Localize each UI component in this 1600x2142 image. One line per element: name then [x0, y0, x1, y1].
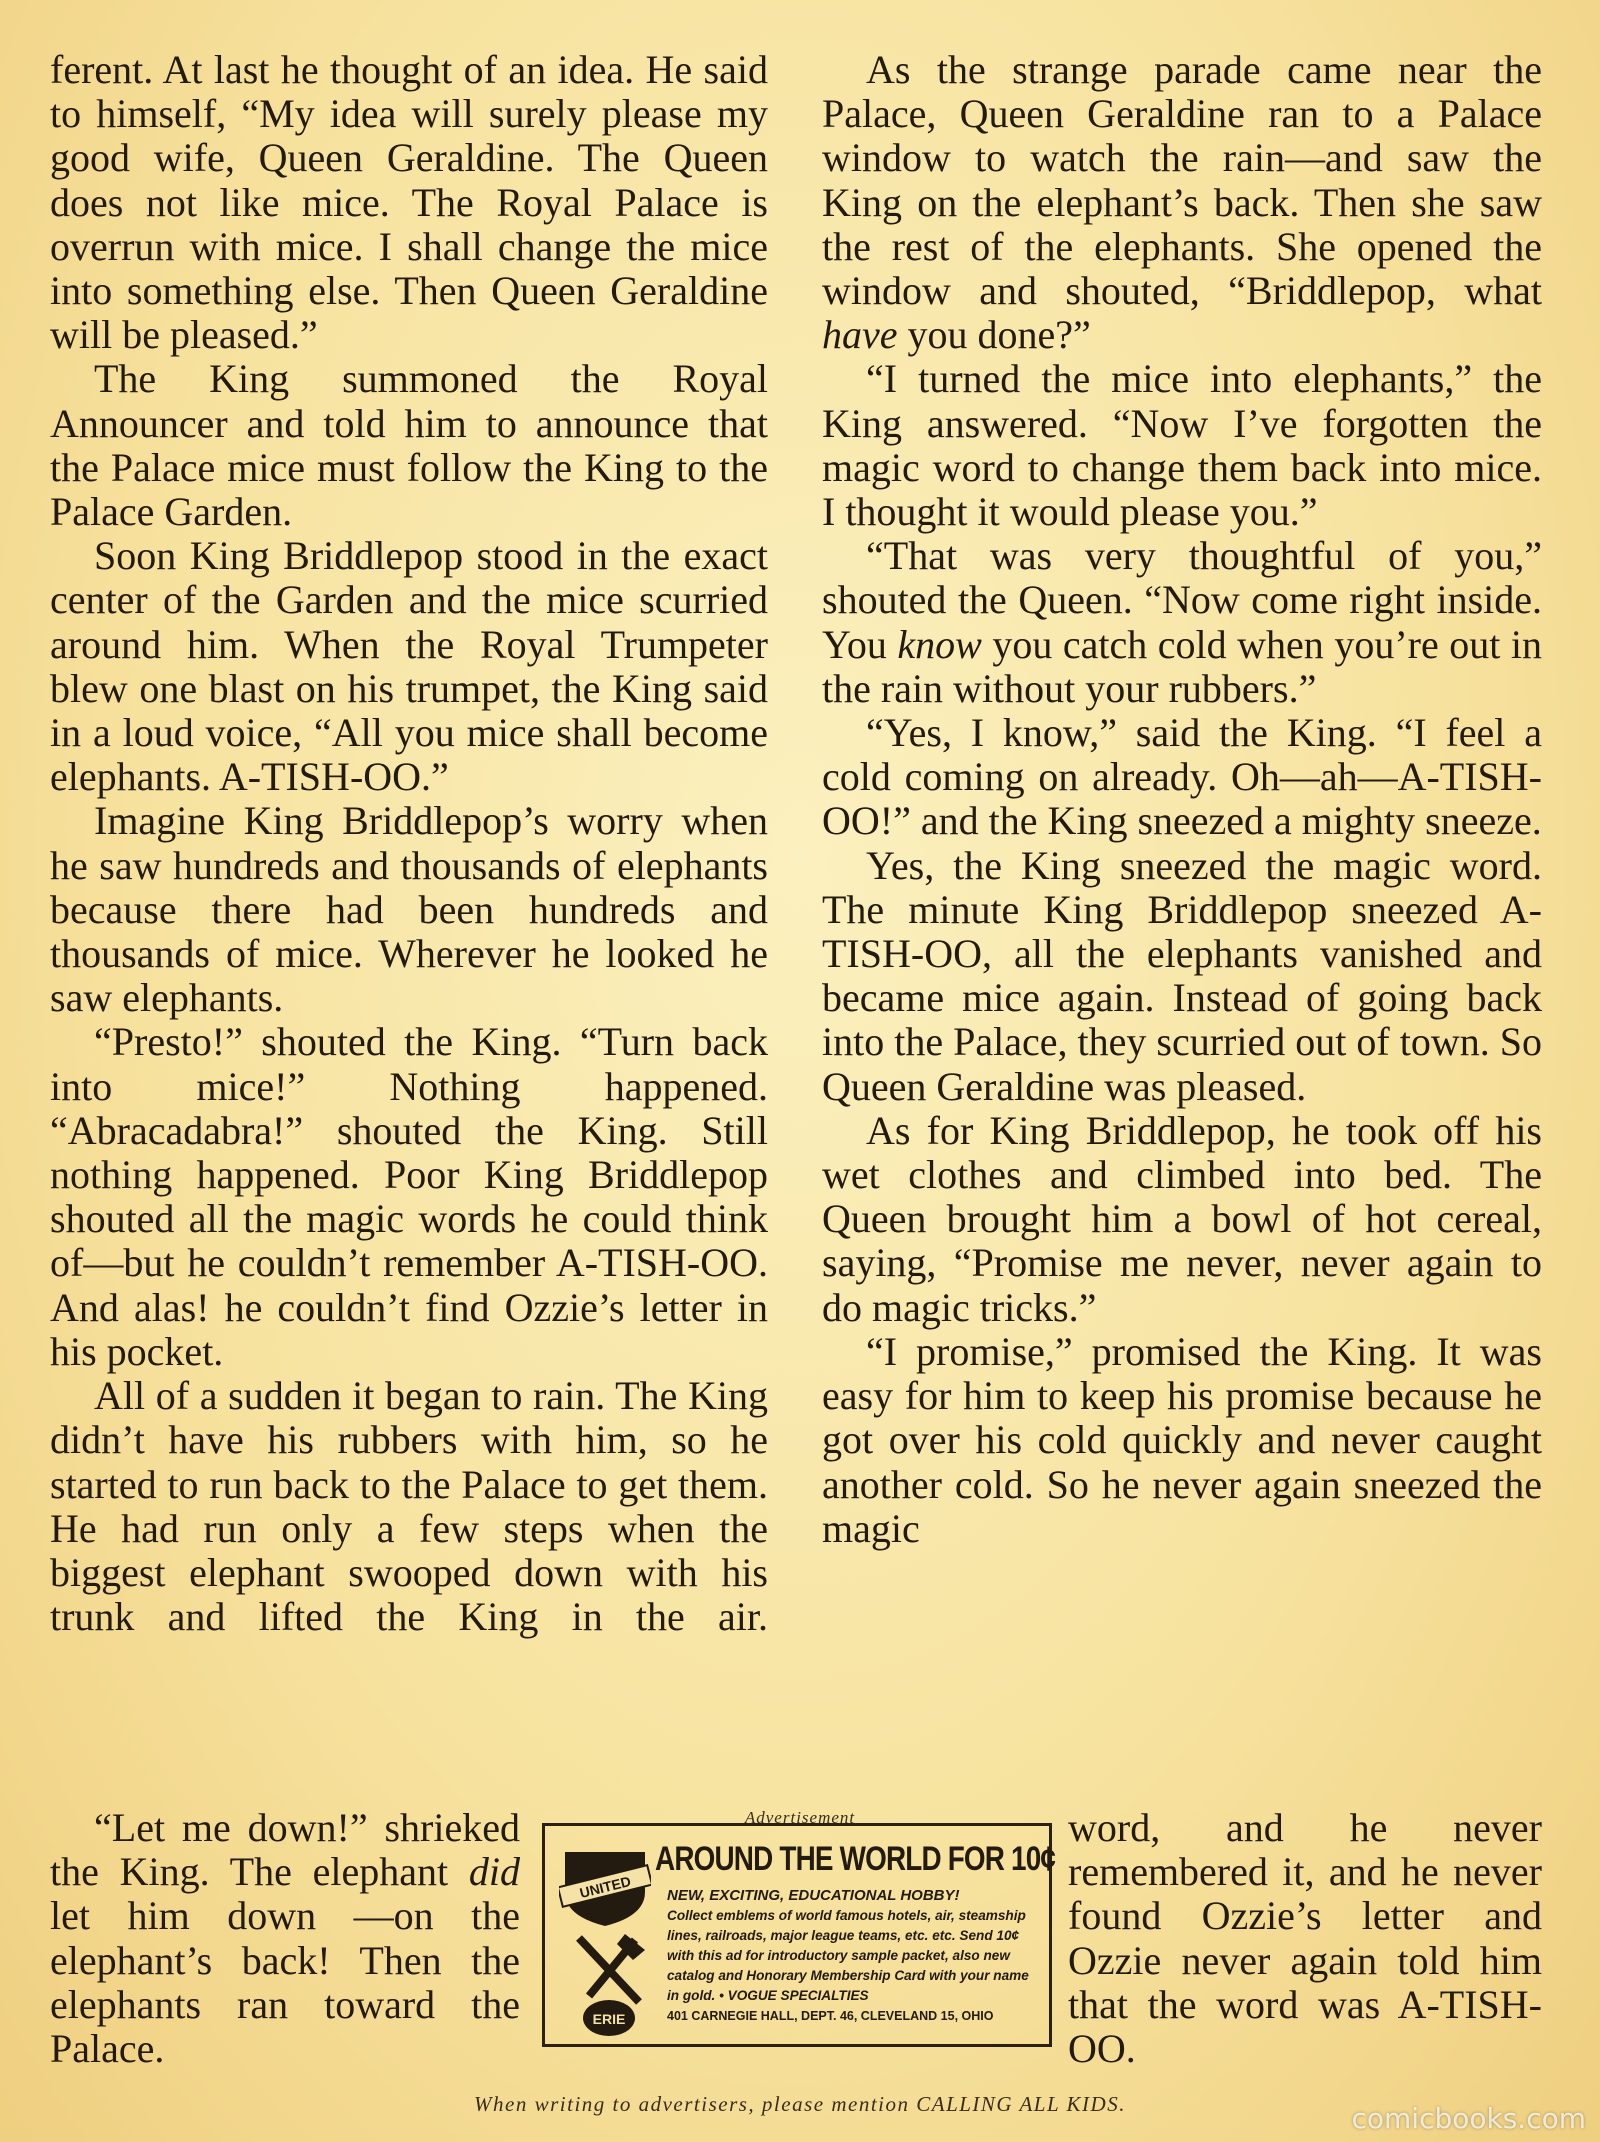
right-bottom-paragraph: word, and he never remembered it, and he never found Ozzie’s letter and Ozzie never again told him that the word was A-TISH-OO.: [1068, 1805, 1542, 2072]
paragraph: ferent. At last he thought of an idea. He said to himself, “My idea will surely please my good wife, Queen Geraldine. The Queen does not like mice. The Royal Palace is overrun with mice. I shall change the mice into something else. Then Queen Geraldine will be pleased.”: [50, 47, 768, 358]
left-bottom-paragraph: “Let me down!” shrieked the King. The elephant did let him down —on the elephant’s back! Then the elephants ran toward the Palace.: [50, 1805, 520, 2072]
logo-text: UNITED: [578, 1872, 633, 1902]
united-shield-logo-icon: [559, 1846, 651, 1928]
paragraph: “Yes, I know,” said the King. “I feel a cold coming on already. Oh—ah—A-TISH-OO!” and the King sneezed a mighty sneeze.: [822, 710, 1542, 844]
pen-logo-text: ERIE: [592, 2011, 626, 2027]
footer-note: When writing to advertisers, please mention CALLING ALL KIDS.: [474, 2092, 1126, 2116]
paragraph: “I promise,” promised the King. It was easy for him to keep his promise because he got over his cold quickly and never caught another cold. So he never again sneezed the magic: [822, 1328, 1542, 1551]
watermark: comicbooks.com: [1351, 2102, 1586, 2135]
paragraph: The King summoned the Royal Announcer and told him to announce that the Palace mice must follow the King to the Palace Garden.: [50, 356, 768, 535]
ad-address: 401 CARNEGIE HALL, DEPT. 46, CLEVELAND 15, OHIO: [667, 2009, 994, 2023]
ad-headline: AROUND THE WORLD FOR 10¢: [655, 1840, 1056, 1878]
paragraph: All of a sudden it began to rain. The King didn’t have his rubbers with him, so he started to run back to the Palace to get them. He had run only a few steps when the biggest elephant swooped down with his trunk and lifted the King in the air.: [50, 1373, 768, 1640]
ad-subhead: NEW, EXCITING, EDUCATIONAL HOBBY!: [667, 1887, 960, 1904]
paragraph: “That was very thoughtful of you,” shouted the Queen. “Now come right inside. You know you catch cold when you’re out in the rain without your rubbers.”: [822, 533, 1542, 711]
right-text-column: [822, 48, 1542, 1551]
left-text-column: [50, 48, 768, 1639]
paragraph: As the strange parade came near the Palace, Queen Geraldine ran to a Palace window to watch the rain—and saw the King on the elephant’s back. Then she saw the rest of the elephants. She opened the window and shouted, “Briddlepop, what have you done?”: [822, 47, 1542, 358]
paragraph: Imagine King Briddlepop’s worry when he saw hundreds and thousands of elephants because there had been hundreds and thousands of mice. Wherever he looked he saw elephants.: [50, 798, 768, 1021]
ad-description: Collect emblems of world famous hotels, air, steamship lines, railroads, major league teams, etc. etc. Send 10¢ with this ad for introductory sample packet, also new catalog and Honorary Membership Card with your name in gold. • VOGUE SPECIALTIES: [667, 1908, 1029, 2003]
paragraph: As for King Briddlepop, he took off his wet clothes and climbed into bed. The Queen brought him a bowl of hot cereal, saying, “Promise me never, never again to do magic tricks.”: [822, 1107, 1542, 1330]
advertisement-label: Advertisement: [744, 1808, 856, 1827]
paragraph: Soon King Briddlepop stood in the exact center of the Garden and the mice scurried around him. When the Royal Trumpeter blew one blast on his trumpet, the King said in a loud voice, “All you mice shall become elephants. A-TISH-OO.”: [50, 533, 768, 800]
pennant-emblem-icon: [565, 1930, 655, 2040]
paragraph: Yes, the King sneezed the magic word. The minute King Briddlepop sneezed A-TISH-OO, all the elephants vanished and became mice again. Instead of going back into the Palace, they scurried out of town. So Queen Geraldine was pleased.: [822, 842, 1542, 1109]
paragraph: “I turned the mice into elephants,” the King answered. “Now I’ve forgotten the magic word to change them back into mice. I thought it would please you.”: [822, 356, 1542, 535]
paragraph: “Presto!” shouted the King. “Turn back into mice!” Nothing happened. “Abracadabra!” shouted the King. Still nothing happened. Poor King Briddlepop shouted all the magic words he could think of—but he couldn’t remember A-TISH-OO. And alas! he couldn’t find Ozzie’s letter in his pocket.: [50, 1019, 768, 1374]
ad-body-text: [667, 1886, 1039, 2026]
advertisement-box: [542, 1823, 1056, 2047]
